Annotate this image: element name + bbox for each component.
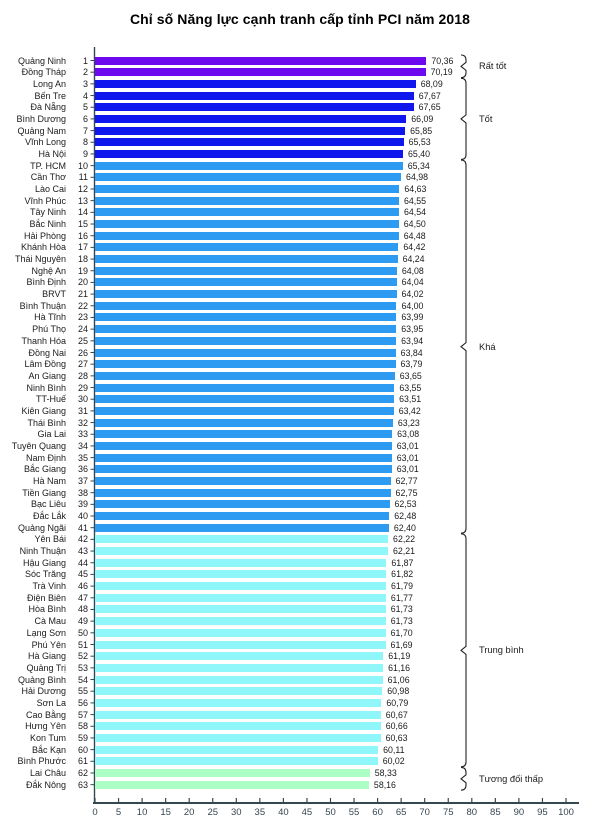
value-label: 63,94: [401, 335, 424, 346]
rank-label: 14: [77, 207, 88, 218]
province-label: Bình Phước: [17, 756, 66, 767]
province-label: Quảng Ngãi: [17, 522, 66, 533]
tier-label: Tốt: [479, 113, 493, 124]
province-label: Bến Tre: [34, 90, 66, 101]
value-label: 64,98: [406, 172, 429, 183]
pci-bar: [95, 582, 386, 590]
province-label: Hà Tĩnh: [34, 312, 66, 323]
pci-bar: [95, 162, 403, 170]
rank-label: 34: [77, 440, 88, 451]
rank-label: 4: [82, 90, 88, 101]
province-label: Hải Phòng: [23, 230, 66, 241]
x-tick-label: 60: [372, 807, 383, 818]
value-label: 64,04: [401, 277, 424, 288]
rank-label: 26: [77, 347, 88, 358]
value-label: 64,00: [401, 300, 424, 311]
pci-bar: [95, 757, 378, 765]
value-label: 67,65: [418, 102, 441, 113]
value-label: 63,01: [396, 452, 419, 463]
pci-bar: [95, 220, 399, 228]
value-label: 63,84: [400, 347, 423, 358]
pci-bar: [95, 605, 386, 613]
x-tick-label: 80: [466, 807, 478, 818]
value-label: 64,08: [401, 265, 424, 276]
pci-bar: [95, 80, 416, 88]
pci-bar: [95, 781, 369, 789]
pci-bar: [95, 278, 397, 286]
province-label: Thanh Hóa: [21, 335, 66, 346]
rank-label: 20: [77, 277, 88, 288]
rank-label: 24: [77, 324, 88, 335]
pci-bar: [95, 127, 405, 135]
pci-bar: [95, 489, 391, 497]
x-tick-label: 45: [301, 807, 313, 818]
value-label: 62,22: [393, 534, 416, 545]
province-label: Lai Châu: [29, 767, 66, 778]
x-tick-label: 25: [207, 807, 219, 818]
rank-label: 29: [77, 382, 88, 393]
rank-label: 25: [77, 335, 88, 346]
province-label: Đồng Nai: [28, 347, 66, 358]
pci-bar: [95, 57, 426, 65]
value-label: 63,01: [396, 464, 419, 475]
x-tick-label: 0: [92, 807, 98, 818]
value-label: 65,34: [407, 160, 430, 171]
rank-label: 1: [82, 55, 88, 66]
rank-label: 5: [82, 102, 88, 113]
rank-label: 41: [77, 522, 88, 533]
value-label: 61,19: [388, 651, 411, 662]
value-label: 63,08: [397, 429, 420, 440]
value-label: 62,77: [395, 475, 418, 486]
pci-bar: [95, 302, 396, 310]
rank-label: 47: [77, 592, 88, 603]
pci-bar: [95, 138, 404, 146]
rank-label: 50: [77, 627, 88, 638]
province-label: Cần Thơ: [30, 172, 66, 183]
province-label: Thái Bình: [27, 417, 66, 428]
x-tick-label: 20: [183, 807, 195, 818]
province-label: Kon Tum: [29, 732, 66, 743]
pci-bar: [95, 349, 396, 357]
value-label: 65,53: [408, 137, 431, 148]
province-label: Tuyên Quang: [11, 440, 66, 451]
rank-label: 2: [82, 67, 88, 78]
x-tick-label: 100: [558, 807, 574, 818]
province-label: Sóc Trăng: [24, 569, 66, 580]
province-label: Nghệ An: [31, 265, 66, 276]
province-label: Đắc Lắk: [32, 511, 66, 522]
pci-bar: [95, 734, 381, 742]
rank-label: 46: [77, 581, 88, 592]
rank-label: 17: [77, 242, 88, 253]
tier-bracket: [461, 55, 466, 78]
rank-label: 15: [77, 219, 88, 230]
pci-bar: [95, 115, 406, 123]
pci-bar: [95, 313, 396, 321]
rank-label: 43: [77, 546, 88, 557]
pci-bar: [95, 232, 399, 240]
rank-label: 35: [77, 452, 88, 463]
rank-label: 27: [77, 359, 88, 370]
province-label: Bắc Kạn: [31, 744, 66, 755]
value-label: 62,53: [394, 499, 417, 510]
tier-label: Trung bình: [479, 645, 524, 656]
pci-bar: [95, 360, 396, 368]
value-label: 61,16: [388, 662, 411, 673]
value-label: 68,09: [420, 78, 443, 89]
pci-bar: [95, 711, 381, 719]
pci-bar: [95, 465, 392, 473]
value-label: 58,33: [374, 767, 397, 778]
value-label: 67,67: [418, 90, 441, 101]
value-label: 58,16: [373, 779, 396, 790]
pci-bar: [95, 68, 426, 76]
pci-bar: [95, 570, 386, 578]
province-label: Phú Yên: [31, 639, 66, 650]
pci-bar: [95, 384, 394, 392]
value-label: 60,67: [385, 709, 408, 720]
value-label: 60,63: [385, 732, 408, 743]
value-label: 64,50: [403, 219, 426, 230]
province-label: Quảng Trị: [26, 662, 66, 673]
pci-bar: [95, 255, 398, 263]
x-tick-label: 90: [513, 807, 525, 818]
rank-label: 44: [77, 557, 88, 568]
x-tick-label: 30: [231, 807, 242, 818]
province-label: BRVT: [42, 289, 66, 300]
rank-label: 18: [77, 254, 88, 265]
x-tick-label: 75: [442, 807, 454, 818]
pci-bar: [95, 419, 393, 427]
province-label: Hưng Yên: [25, 721, 66, 732]
pci-bar: [95, 547, 388, 555]
province-label: Quảng Nam: [17, 125, 66, 136]
province-label: Quảng Bình: [17, 674, 66, 685]
province-label: Sơn La: [36, 697, 66, 708]
rank-label: 38: [77, 487, 88, 498]
province-label: Hà Nam: [32, 475, 66, 486]
rank-label: 3: [82, 78, 88, 89]
value-label: 61,69: [390, 639, 413, 650]
pci-bar: [95, 641, 386, 649]
value-label: 63,51: [399, 394, 422, 405]
value-label: 61,73: [390, 616, 413, 627]
rank-label: 45: [77, 569, 88, 580]
tier-label: Khá: [479, 341, 496, 352]
pci-bar: [95, 722, 381, 730]
pci-bar: [95, 559, 386, 567]
value-label: 65,85: [410, 125, 433, 136]
rank-label: 52: [77, 651, 88, 662]
chart-title: Chỉ số Năng lực cạnh tranh cấp tỉnh PCI năm 2018: [129, 11, 471, 27]
value-label: 64,24: [402, 254, 425, 265]
value-label: 61,77: [390, 592, 413, 603]
rank-label: 51: [77, 639, 88, 650]
province-label: Hậu Giang: [22, 557, 66, 568]
province-label: Phú Thọ: [32, 324, 66, 335]
value-label: 63,23: [397, 417, 420, 428]
province-label: Bạc Liêu: [30, 499, 66, 510]
province-label: Nam Định: [25, 452, 66, 463]
province-label: Long An: [32, 78, 66, 89]
value-label: 60,79: [386, 697, 409, 708]
value-label: 64,42: [403, 242, 426, 253]
tier-label: Tương đối thấp: [479, 773, 544, 784]
province-label: Hòa Bình: [28, 604, 66, 615]
rank-label: 7: [82, 125, 88, 136]
pci-bar: [95, 197, 399, 205]
rank-label: 13: [77, 195, 88, 206]
tier-bracket: [461, 78, 466, 159]
pci-bar: [95, 687, 382, 695]
value-label: 64,63: [404, 183, 427, 194]
value-label: 60,98: [387, 686, 410, 697]
value-label: 64,54: [403, 207, 426, 218]
pci-bar: [95, 267, 397, 275]
value-label: 61,79: [391, 581, 414, 592]
province-label: Quảng Ninh: [17, 55, 66, 66]
pci-bar: [95, 243, 398, 251]
rank-label: 62: [77, 767, 88, 778]
province-label: Hà Giang: [27, 651, 66, 662]
value-label: 63,95: [401, 324, 424, 335]
province-label: Đà Nẵng: [30, 102, 66, 113]
x-tick-label: 55: [348, 807, 360, 818]
value-label: 62,75: [395, 487, 418, 498]
value-label: 64,02: [401, 289, 424, 300]
x-tick-label: 95: [537, 807, 548, 818]
rank-label: 61: [77, 756, 88, 767]
pci-bar: [95, 500, 390, 508]
province-label: Ninh Bình: [26, 382, 66, 393]
rank-label: 48: [77, 604, 88, 615]
rank-label: 22: [77, 300, 88, 311]
province-label: TT-Huế: [35, 394, 66, 405]
rank-label: 28: [77, 370, 88, 381]
rank-label: 32: [77, 417, 88, 428]
tier-bracket: [461, 160, 466, 533]
pci-bar: [95, 92, 414, 100]
x-tick-label: 65: [395, 807, 407, 818]
province-label: TP. HCM: [30, 160, 66, 171]
province-label: Tiền Giang: [22, 487, 66, 498]
pci-bar: [95, 652, 383, 660]
province-label: Trà Vinh: [32, 581, 66, 592]
tier-bracket: [461, 767, 466, 790]
province-label: Bắc Ninh: [29, 219, 66, 230]
rank-label: 54: [77, 674, 88, 685]
rank-label: 10: [77, 160, 88, 171]
pci-bar: [95, 325, 396, 333]
rank-label: 57: [77, 709, 88, 720]
pci-bar: [95, 290, 397, 298]
province-label: Kiên Giang: [21, 405, 66, 416]
pci-bar: [95, 769, 370, 777]
x-tick-label: 50: [325, 807, 336, 818]
value-label: 61,87: [391, 557, 414, 568]
rank-label: 37: [77, 475, 88, 486]
pci-bar: [95, 524, 389, 532]
province-label: Vĩnh Phúc: [24, 195, 66, 206]
province-label: Ninh Thuận: [19, 546, 66, 557]
pci-bar: [95, 454, 392, 462]
value-label: 70,36: [431, 55, 454, 66]
value-label: 62,21: [393, 546, 416, 557]
province-label: Hà Nội: [38, 148, 66, 159]
value-label: 66,09: [411, 113, 434, 124]
province-label: Lào Cai: [34, 183, 66, 194]
province-label: Bình Định: [26, 277, 66, 288]
value-label: 61,70: [390, 627, 413, 638]
rank-label: 49: [77, 616, 88, 627]
pci-bar: [95, 407, 394, 415]
rank-label: 11: [78, 172, 88, 183]
rank-label: 39: [77, 499, 88, 510]
pci-bar: [95, 477, 391, 485]
value-label: 63,99: [401, 312, 424, 323]
rank-label: 21: [77, 289, 88, 300]
pci-bar: [95, 337, 396, 345]
value-label: 63,01: [396, 440, 419, 451]
rank-label: 55: [77, 686, 88, 697]
value-label: 65,40: [408, 148, 431, 159]
pci-bar: [95, 395, 394, 403]
value-label: 70,19: [430, 67, 453, 78]
x-tick-label: 40: [278, 807, 289, 818]
rank-label: 9: [82, 148, 88, 159]
value-label: 62,48: [394, 511, 417, 522]
tier-label: Rất tốt: [479, 61, 507, 72]
tier-bracket: [461, 534, 466, 767]
value-label: 64,55: [404, 195, 427, 206]
x-tick-label: 15: [160, 807, 171, 818]
rank-label: 33: [77, 429, 88, 440]
rank-label: 60: [77, 744, 88, 755]
x-tick-label: 70: [419, 807, 430, 818]
province-label: Đồng Tháp: [21, 67, 66, 78]
province-label: Lạng Sơn: [26, 627, 66, 638]
province-label: Vĩnh Long: [24, 137, 66, 148]
rank-label: 12: [77, 183, 88, 194]
pci-bar: [95, 676, 383, 684]
rank-label: 36: [77, 464, 88, 475]
rank-label: 31: [77, 405, 88, 416]
pci-bar: [95, 372, 395, 380]
x-tick-label: 35: [254, 807, 266, 818]
province-label: Thái Nguyên: [14, 254, 66, 265]
pci-bar: [95, 185, 399, 193]
x-tick-label: 85: [490, 807, 501, 818]
pci-bar: [95, 173, 401, 181]
pci-bar: [95, 746, 378, 754]
x-tick-label: 10: [136, 807, 148, 818]
province-label: Yên Bái: [34, 534, 66, 545]
value-label: 61,73: [390, 604, 413, 615]
value-label: 64,48: [403, 230, 426, 241]
province-label: Điện Biên: [26, 592, 66, 603]
province-label: Cà Mau: [34, 616, 66, 627]
rank-label: 42: [77, 534, 88, 545]
province-label: Lâm Đồng: [24, 359, 66, 370]
province-label: Cao Bằng: [25, 709, 66, 720]
rank-label: 63: [77, 779, 88, 790]
province-label: An Giang: [28, 370, 66, 381]
province-label: Hải Dương: [21, 686, 66, 697]
pci-bar: [95, 103, 414, 111]
value-label: 61,06: [387, 674, 410, 685]
pci-bar: [95, 150, 403, 158]
rank-label: 19: [77, 265, 88, 276]
pci-bar: [95, 535, 388, 543]
pci-bar: [95, 699, 381, 707]
pci-bar: [95, 629, 386, 637]
rank-label: 30: [77, 394, 88, 405]
pci-bar: [95, 512, 389, 520]
province-label: Bình Thuận: [19, 300, 66, 311]
pci-bar: [95, 208, 399, 216]
province-label: Gia Lai: [37, 429, 66, 440]
province-label: Bắc Giang: [23, 464, 66, 475]
x-tick-label: 5: [115, 807, 122, 818]
rank-label: 8: [82, 137, 88, 148]
province-label: Bình Dương: [16, 113, 66, 124]
rank-label: 40: [77, 511, 88, 522]
value-label: 62,40: [393, 522, 416, 533]
province-label: Khánh Hòa: [20, 242, 66, 253]
rank-label: 53: [77, 662, 88, 673]
value-label: 60,11: [383, 744, 405, 755]
rank-label: 59: [77, 732, 88, 743]
value-label: 63,65: [399, 370, 422, 381]
rank-label: 23: [77, 312, 88, 323]
pci-bar: [95, 442, 392, 450]
value-label: 60,02: [382, 756, 405, 767]
province-label: Tây Ninh: [29, 207, 66, 218]
rank-label: 6: [82, 113, 88, 124]
rank-label: 16: [77, 230, 88, 241]
value-label: 63,55: [399, 382, 422, 393]
value-label: 60,66: [385, 721, 408, 732]
province-label: Đắk Nông: [25, 779, 66, 790]
pci-bar: [95, 594, 386, 602]
rank-label: 58: [77, 721, 88, 732]
pci-bar: [95, 617, 386, 625]
pci-bar: [95, 430, 392, 438]
value-label: 61,82: [391, 569, 414, 580]
value-label: 63,42: [398, 405, 421, 416]
pci-bar: [95, 664, 383, 672]
rank-label: 56: [77, 697, 88, 708]
value-label: 63,79: [400, 359, 423, 370]
